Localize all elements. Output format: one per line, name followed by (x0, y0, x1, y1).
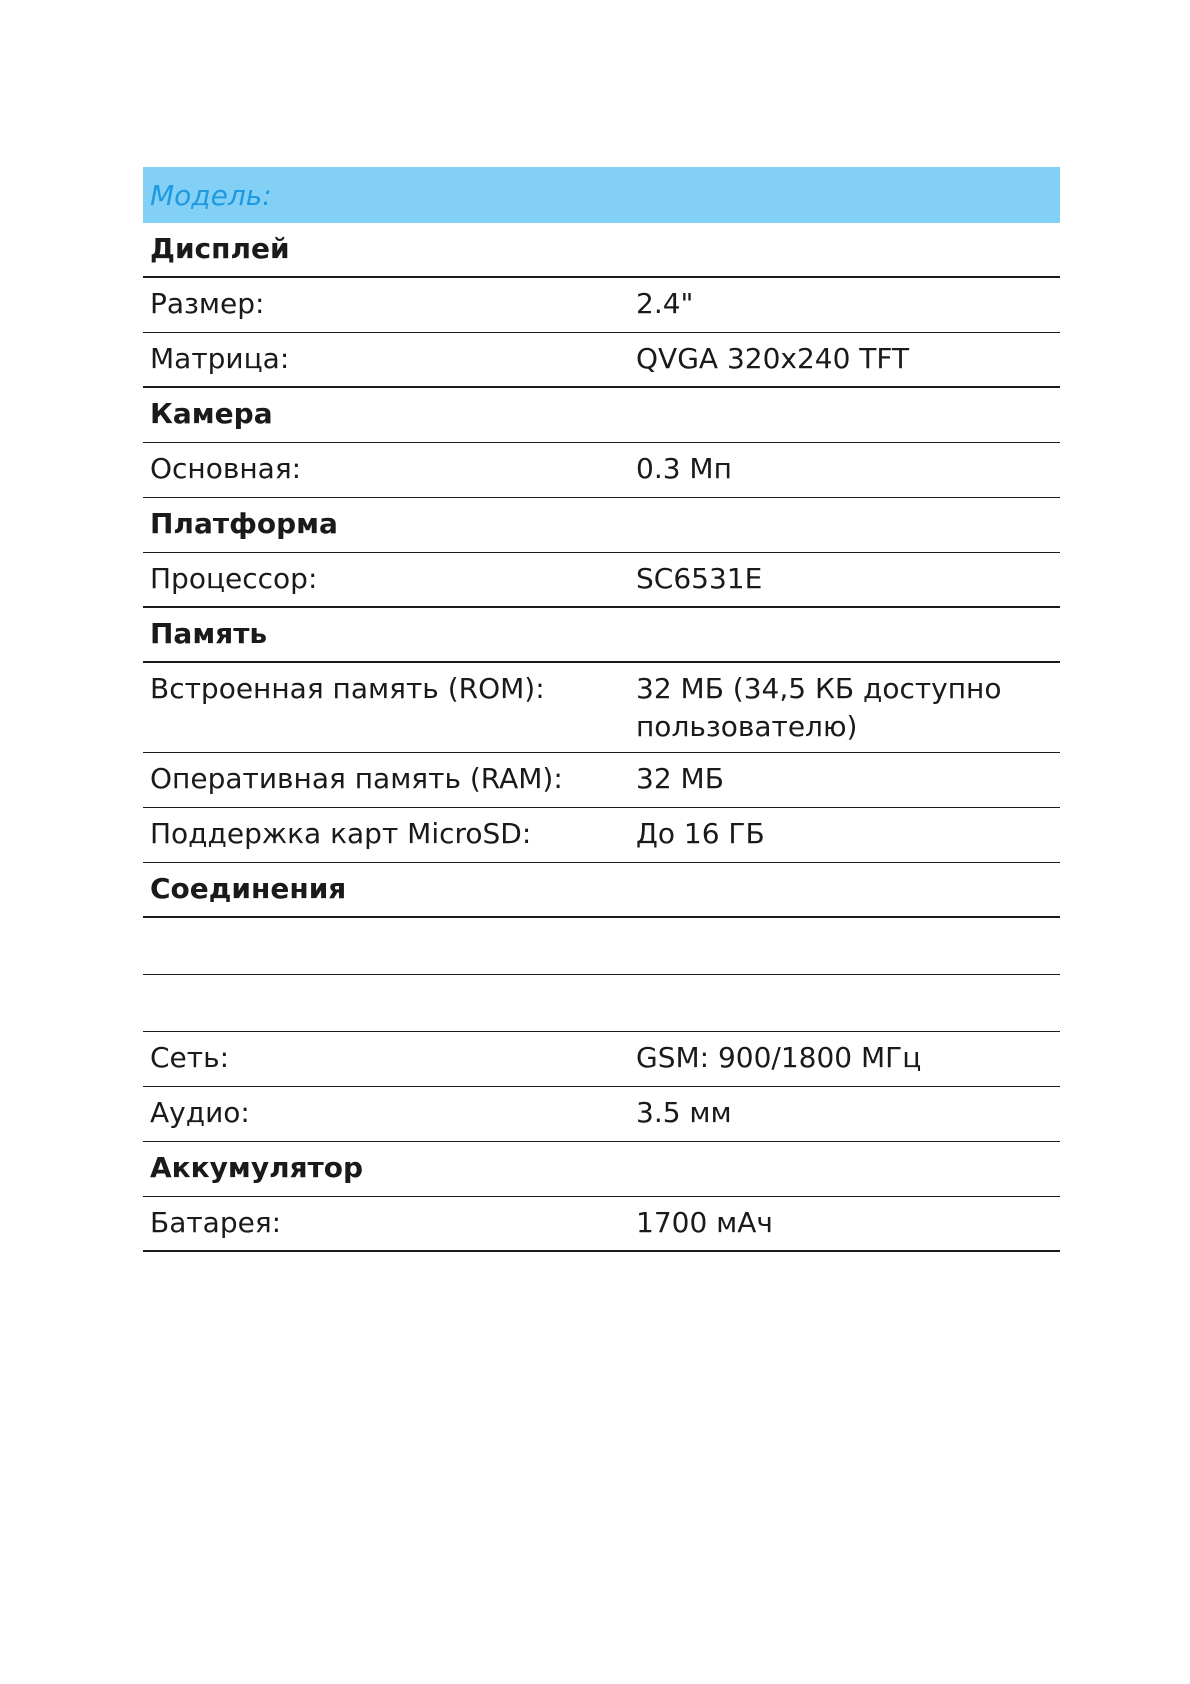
spec-label: Размер: (150, 287, 265, 320)
spec-value: 1700 мАч (636, 1206, 773, 1239)
spec-label: Процессор: (150, 562, 318, 595)
section-platform (143, 498, 1060, 553)
section-title: Соединения (150, 872, 347, 905)
spec-value: SC6531E (636, 562, 763, 595)
section-title: Аккумулятор (150, 1151, 364, 1184)
spec-value: 32 МБ (34,5 КБ доступно пользователю) (636, 672, 1002, 743)
spec-label: Матрица: (150, 342, 290, 375)
spec-label: Сеть: (150, 1041, 230, 1074)
spec-label: Аудио: (150, 1096, 250, 1129)
spec-row (143, 443, 1060, 498)
spec-label: Батарея: (150, 1206, 282, 1239)
spec-value: 32 МБ (636, 762, 724, 795)
section-camera (143, 388, 1060, 443)
spec-row (143, 1087, 1060, 1142)
section-display (143, 223, 1060, 278)
spec-value: QVGA 320x240 TFT (636, 342, 910, 375)
spec-value: 3.5 мм (636, 1096, 732, 1129)
spec-row (143, 808, 1060, 863)
spec-row (143, 753, 1060, 808)
section-battery (143, 1142, 1060, 1197)
section-memory (143, 608, 1060, 663)
spec-row (143, 1197, 1060, 1252)
empty-row (143, 975, 1060, 1032)
spec-row (143, 333, 1060, 388)
spec-label: Встроенная память (ROM): (150, 672, 545, 705)
spec-row (143, 663, 1060, 753)
section-title: Память (150, 617, 268, 650)
section-title: Камера (150, 397, 273, 430)
section-title: Платформа (150, 507, 338, 540)
empty-row (143, 918, 1060, 975)
spec-row (143, 278, 1060, 333)
spec-label: Оперативная память (RAM): (150, 762, 563, 795)
spec-row (143, 553, 1060, 608)
model-label: Модель: (150, 178, 272, 212)
spec-table (143, 167, 1060, 1252)
spec-value: 2.4" (636, 287, 694, 320)
spec-value: 0.3 Мп (636, 452, 732, 485)
spec-value: До 16 ГБ (636, 817, 765, 850)
spec-value: GSM: 900/1800 МГц (636, 1041, 922, 1074)
spec-label: Поддержка карт MicroSD: (150, 817, 532, 850)
section-connectivity (143, 863, 1060, 918)
section-title: Дисплей (150, 232, 290, 265)
spec-label: Основная: (150, 452, 302, 485)
model-header (143, 167, 1060, 223)
spec-row (143, 1032, 1060, 1087)
